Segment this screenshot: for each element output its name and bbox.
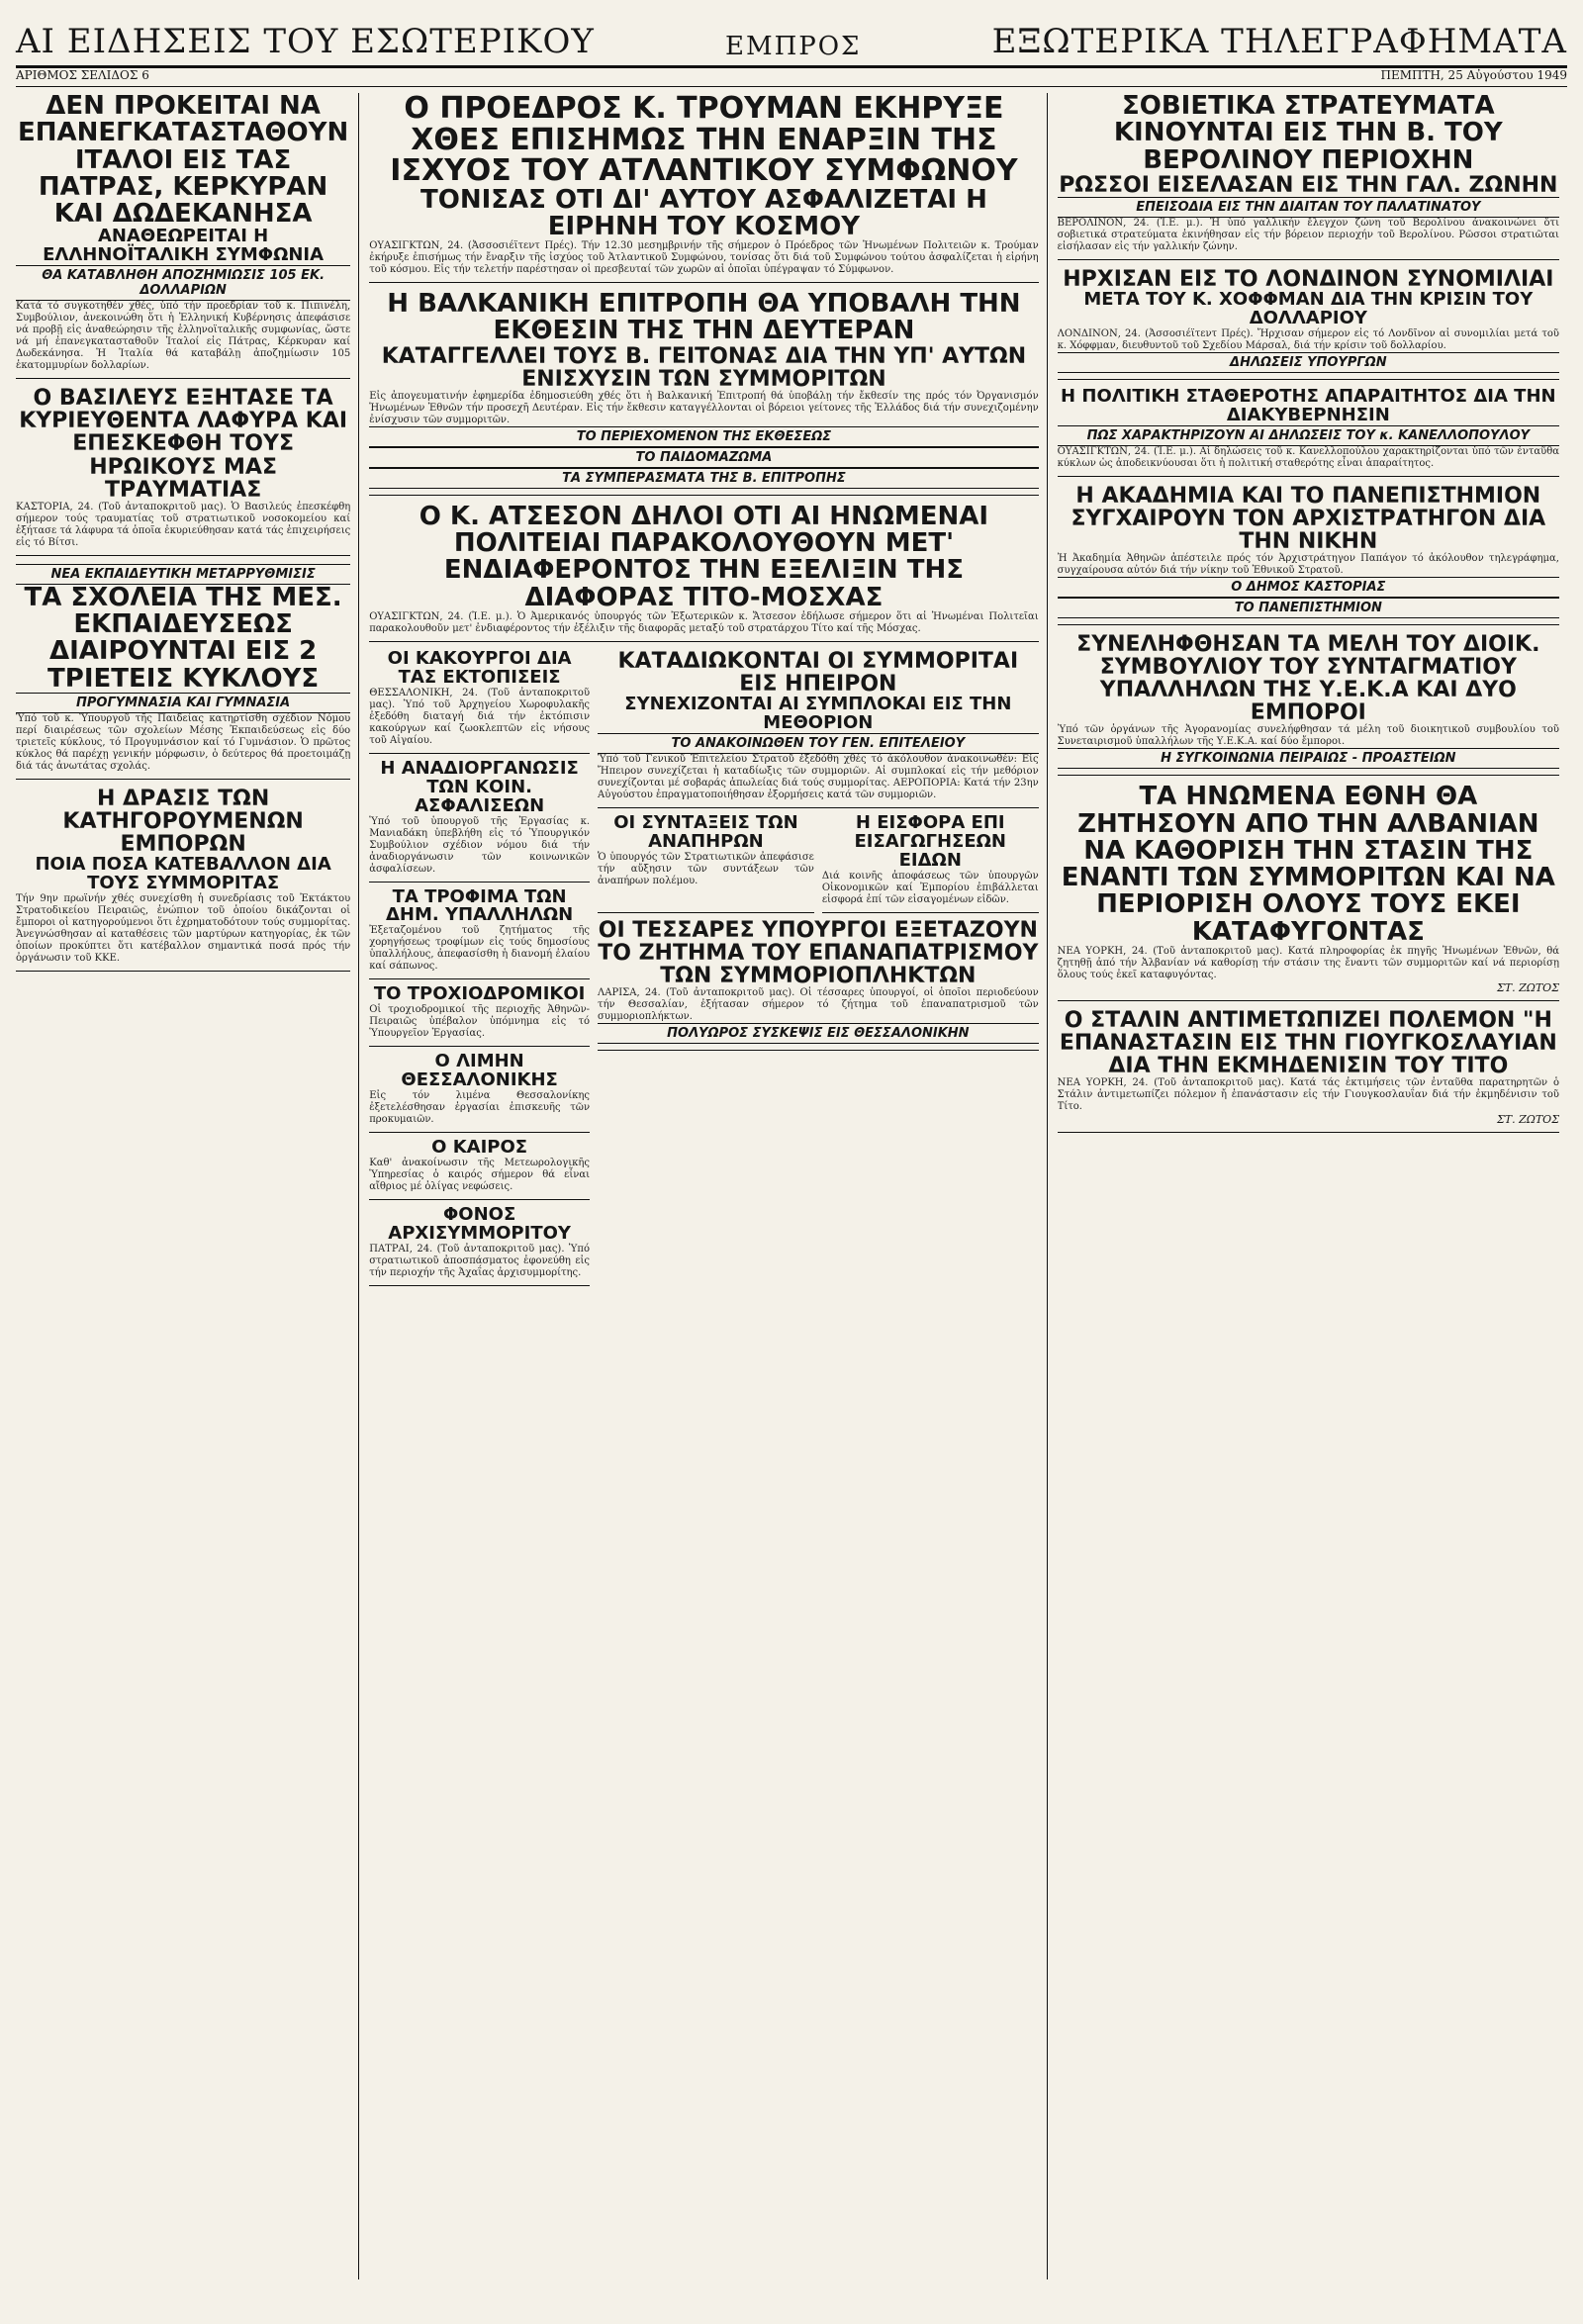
article-truman (369, 93, 1038, 283)
article-albania (1058, 784, 1559, 1001)
columns (16, 93, 1567, 2279)
column-right (1058, 93, 1567, 2279)
column-left (16, 93, 359, 2279)
article-body: Εἰς τόν λιμένα Θεσσαλονίκης ἐξετελέσθησαν ἐργασίαι ἐπισκευῆς τῶν προκυμαιῶν. (369, 1089, 591, 1125)
headline: ΤΑ ΗΝΩΜΕΝΑ ΕΘΝΗ ΘΑ ΖΗΤΗΣΟΥΝ ΑΠΟ ΤΗΝ ΑΛΒΑΝΙΑΝ ΝΑ ΚΑΘΟΡΙΣΗ ΤΗΝ ΣΤΑΣΙΝ ΤΗΣ ΕΝΑΝΤΙ ΤΩΝ ΣΥΜΜΟΡΙΤΩΝ ΚΑΙ ΝΑ ΠΕΡΙΟΡΙΣΗ ΟΛΟΥΣ ΤΟΥΣ ΕΚΕΙ ΚΑΤΑΦΥΓΟΝΤΑΣ (1061, 782, 1555, 947)
masthead-paper-name: ΕΜΠΡΟΣ (724, 32, 862, 61)
subheadline: ΜΕΤΑ ΤΟΥ Κ. ΧΟΦΦΜΑΝ ΔΙΑ ΤΗΝ ΚΡΙΣΙΝ ΤΟΥ ΔΟΛΛΑΡΙΟΥ (1083, 289, 1534, 328)
article-stability (1057, 385, 1559, 477)
article-stalin (1058, 1009, 1559, 1133)
issue-date: ΠΕΜΠΤΗ, 25 Αὐγούστου 1949 (1380, 68, 1567, 82)
article-body: Ἡ Ἀκαδημία Ἀθηνῶν ἀπέστειλε πρός τόν Ἀρχιστράτηγον Παπάγον τό ἀκόλουθον τηλεγράφημα, συγχαίρουσα αὐτόν διά τήν νίκην τοῦ Ἐθνικοῦ Στρατοῦ. (1057, 552, 1559, 576)
subheadline: ΤΟΝΙΣΑΣ ΟΤΙ ΔΙ' ΑΥΤΟΥ ΑΣΦΑΛΙΖΕΤΑΙ Η ΕΙΡΗΝΗ ΤΟΥ ΚΟΣΜΟΥ (420, 184, 987, 241)
page-number: ΑΡΙΘΜΟΣ ΣΕΛΙΔΟΣ 6 (16, 68, 149, 82)
article-soviet (1058, 93, 1559, 260)
headline: ΟΙ ΚΑΚΟΥΡΓΟΙ ΔΙΑ ΤΑΣ ΕΚΤΟΠΙΣΕΙΣ (387, 648, 572, 688)
byline: ΣΤ. ΖΩΤΟΣ (1496, 981, 1559, 995)
article-body: ΚΑΣΤΟΡΙΑ, 24. (Τοῦ ἀνταποκριτοῦ μας). Ὁ Βασιλεύς ἐπεσκέφθη σήμερον τούς τραυματίας τοῦ στρατιωτικοῦ νοσοκομείου καί ἐξήτασε τά λάφυρα τά ὁποῖα ἐκυριεύθησαν κατά τάς ἐπιχειρήσεις εἰς τό Βίτσι. (16, 501, 351, 548)
sublabel: Η ΣΥΓΚΟΙΝΩΝΙΑ ΠΕΙΡΑΙΩΣ - ΠΡΟΑΣΤΕΙΩΝ (1058, 748, 1559, 769)
masthead-right-title: ΕΞΩΤΕΡΙΚΑ ΤΗΛΕΓΡΑΦΗΜΑΤΑ (991, 22, 1567, 61)
article-port (369, 1053, 590, 1133)
sublabel: ΠΟΛΥΩΡΟΣ ΣΥΣΚΕΨΙΣ ΕΙΣ ΘΕΣΣΑΛΟΝΙΚΗΝ (598, 1023, 1039, 1044)
article-acheson (369, 501, 1039, 642)
article-body: Διά κοινῆς ἀποφάσεως τῶν ὑπουργῶν Οἰκονομικῶν καί Ἐμπορίου ἐπιβάλλεται εἰσφορά ἐπί τῶν εἰσαγομένων εἰδῶν. (821, 870, 1039, 905)
headline: Η ΔΡΑΣΙΣ ΤΩΝ ΚΑΤΗΓΟΡΟΥΜΕΝΩΝ ΕΜΠΟΡΩΝ (62, 786, 304, 858)
article-body: ΘΕΣΣΑΛΟΝΙΚΗ, 24. (Τοῦ ἀνταποκριτοῦ μας). Ὑπό τοῦ Ἀρχηγείου Χωροφυλακῆς ἐξεδόθη διαταγή διά τήν ἐκτόπισιν κακούργων καί ζωοκλεπτῶν εἰς νήσους τοῦ Αἰγαίου. (369, 687, 591, 746)
headline: Ο ΛΙΜΗΝ ΘΕΣΣΑΛΟΝΙΚΗΣ (401, 1051, 558, 1091)
article-academy (1058, 485, 1559, 625)
article-criminals (369, 650, 590, 754)
article-body: Ἐξεταζομένου τοῦ ζητήματος τῆς χορηγήσεως τροφίμων εἰς τούς δημοσίους ὑπαλλήλους, ἀπεφασίσθη ἡ διανομή ἐλαίου καί σάπωνος. (369, 925, 591, 973)
article-body: ΟΥΑΣΙΓΚΤΩΝ, 24. (Ἰ.Ε. μ.). Ὁ Ἀμερικανός ὑπουργός τῶν Ἐξωτερικῶν κ. Ἄτσεσον ἐδήλωσε σήμερον ὅτι αἱ Ἡνωμέναι Πολιτεῖαι παρακολουθοῦν μετ' ἐνδιαφέροντος τήν ἐξέλιξιν τῆς διαφορᾶς μεταξύ τοῦ στρατάρχου Τίτο καί τῆς Μόσχας. (369, 611, 1039, 635)
sublabel: ΤΟ ΠΑΝΕΠΙΣΤΗΜΙΟΝ (1058, 598, 1559, 618)
article-body: Ὑπό τοῦ Γενικοῦ Ἐπιτελείου Στρατοῦ ἐξεδόθη χθές τό ἀκόλουθον ἀνακοινωθέν: Εἰς Ἤπειρον συνεχίζεται ἡ καταδίωξις τῶν συμμοριῶν. Αἱ συμπλοκαί εἰς τήν μεθόριον συνεχίζονται μέ σοβαράς ἀπωλείας διά τούς συμμορίτας. ΑΕΡΟΠΟΡΙΑ: Κατά τήν 23ην Αὐγούστου ἐπραγματοποιήθησαν ἐξορμήσεις κατά τῶν συμμοριῶν. (598, 754, 1039, 801)
column-center (369, 93, 1047, 2279)
masthead-subline (16, 68, 1567, 87)
center-lower-right-row (598, 814, 1039, 913)
masthead (16, 18, 1567, 68)
article-weather (369, 1136, 591, 1200)
article-schools (16, 564, 350, 780)
article-body: ΟΥΑΣΙΓΚΤΩΝ, 24. (Ἀσσοσιέϊτεντ Πρές). Τήν 12.30 μεσημβρινήν τῆς σήμερον ὁ Πρόεδρος τῶν Ἡνωμένων Πολιτειῶν κ. Τρούμαν ἐκήρυξε ἐπισήμως τήν ἔναρξιν τῆς ἰσχύος τοῦ Ἀτλαντικοῦ Συμφώνου, τονίσας ὅτι διά τοῦ Συμφώνου τούτου ἀσφαλίζεται ἡ εἰρήνη τοῦ κόσμου. Εἰς τήν τελετήν παρέστησαν οἱ πρεσβευταί τῶν χωρῶν αἱ ὁποῖαι ὑπέγραψαν τό Σύμφωνον. (369, 240, 1039, 276)
subheadline: ΑΝΑΘΕΩΡΕΙΤΑΙ Η ΕΛΛΗΝΟΪΤΑΛΙΚΗ ΣΥΜΦΩΝΙΑ (43, 226, 325, 266)
article-body: ΒΕΡΟΛΙΝΟΝ, 24. (Ἰ.Ε. μ.). Ἡ ὑπό γαλλικήν ἔλεγχον ζώνη τοῦ Βερολίνου ἀνακοινώνει ὅτι σοβιετικά στρατεύματα ἐκινήθησαν εἰς τήν βόρειον περιοχήν τοῦ Βερολίνου. Ρῶσσοι στρατιῶται εἰσήλασαν εἰς τήν γαλλικήν ζώνην. (1057, 217, 1559, 252)
headline: ΤΑ ΣΧΟΛΕΙΑ ΤΗΣ ΜΕΣ. ΕΚΠΑΙΔΕΥΣΕΩΣ ΔΙΑΙΡΟΥΝΤΑΙ ΕΙΣ 2 ΤΡΙΕΤΕΙΣ ΚΥΚΛΟΥΣ (24, 582, 342, 694)
article-epirus (598, 650, 1039, 808)
article-pensions (598, 814, 814, 913)
headline: Ο ΠΡΟΕΔΡΟΣ Κ. ΤΡΟΥΜΑΝ ΕΚΗΡΥΞΕ ΧΘΕΣ ΕΠΙΣΗΜΩΣ ΤΗΝ ΕΝΑΡΞΙΝ ΤΗΣ ΙΣΧΥΟΣ ΤΟΥ ΑΤΛΑΝΤΙΚΟΥ ΣΥΜΦΩΝΟΥ (390, 93, 1018, 188)
subheadline: ΡΩΣΣΟΙ ΕΙΣΕΛΑΣΑΝ ΕΙΣ ΤΗΝ ΓΑΛ. ΖΩΝΗΝ (1059, 172, 1558, 198)
article-king (16, 387, 350, 555)
subheadline: ΠΟΙΑ ΠΟΣΑ ΚΑΤΕΒΑΛΛΟΝ ΔΙΑ ΤΟΥΣ ΣΥΜΜΟΡΙΤΑΣ (35, 854, 331, 894)
article-body: Ὁ ὑπουργός τῶν Στρατιωτικῶν ἀπεφάσισε τήν αὔξησιν τῶν συντάξεων τῶν ἀναπήρων πολέμου. (598, 851, 814, 886)
article-body: ΛΟΝΔΙΝΟΝ, 24. (Ἀσσοσιέϊτεντ Πρές). Ἤρχισαν σήμερον εἰς τό Λονδῖνον αἱ συνομιλίαι μετά τοῦ κ. Χόφφμαν, διευθυντοῦ τοῦ Σχεδίου Μάρσαλ, διά τήν κρίσιν τοῦ δολλαρίου. (1057, 327, 1559, 351)
article-body: ΝΕΑ ΥΟΡΚΗ, 24. (Τοῦ ἀνταποκριτοῦ μας). Κατά τάς ἐκτιμήσεις τῶν ἐνταῦθα παρατηρητῶν ὁ Στάλιν ἀντιμετωπίζει πόλεμον ἤ ἐπανάστασιν εἰς τήν Γιουγκοσλαυΐαν διά τήν ἐκμηδένισιν τοῦ Τίτο. (1057, 1077, 1559, 1113)
headline: ΤΑ ΤΡΟΦΙΜΑ ΤΩΝ ΔΗΜ. ΥΠΑΛΛΗΛΩΝ (385, 885, 574, 926)
sublabel: ΠΡΟΓΥΜΝΑΣΙΑ ΚΑΙ ΓΥΜΝΑΣΙΑ (16, 693, 350, 713)
label: ΝΕΑ ΕΚΠΑΙΔΕΥΤΙΚΗ ΜΕΤΑΡΡΥΘΜΙΣΙΣ (16, 564, 350, 585)
headline: Ο Κ. ΑΤΣΕΣΟΝ ΔΗΛΟΙ ΟΤΙ ΑΙ ΗΝΩΜΕΝΑΙ ΠΟΛΙΤΕΙΑΙ ΠΑΡΑΚΟΛΟΥΘΟΥΝ ΜΕΤ' ΕΝΔΙΑΦΕΡΟΝΤΟΣ ΤΗΝ ΕΞΕΛΙΞΙΝ ΤΗΣ ΔΙΑΦΟΡΑΣ ΤΙΤΟ-ΜΟΣΧΑΣ (419, 501, 989, 612)
headline: Η ΑΚΑΔΗΜΙΑ ΚΑΙ ΤΟ ΠΑΝΕΠΙΣΤΗΜΙΟΝ ΣΥΓΧΑΙΡΟΥΝ ΤΟΝ ΑΡΧΙΣΤΡΑΤΗΓΟΝ ΔΙΑ ΤΗΝ ΝΙΚΗΝ (1071, 483, 1546, 554)
article-body: Οἱ τροχιοδρομικοί τῆς περιοχῆς Ἀθηνῶν-Πειραιῶς ὑπέβαλον ὑπόμνημα εἰς τό Ὑπουργεῖον Ἐργασίας. (369, 1004, 591, 1040)
subheadline: ΚΑΤΑΓΓΕΛΛΕΙ ΤΟΥΣ Β. ΓΕΙΤΟΝΑΣ ΔΙΑ ΤΗΝ ΥΠ' ΑΥΤΩΝ ΕΝΙΣΧΥΣΙΝ ΤΩΝ ΣΥΜΜΟΡΙΤΩΝ (381, 343, 1027, 392)
headline: ΚΑΤΑΔΙΩΚΟΝΤΑΙ ΟΙ ΣΥΜΜΟΡΙΤΑΙ ΕΙΣ ΗΠΕΙΡΟΝ (617, 649, 1019, 697)
sublabel: ΤΟ ΠΕΡΙΕΧΟΜΕΝΟΝ ΤΗΣ ΕΚΘΕΣΕΩΣ (369, 426, 1038, 447)
article-body: Ὑπό τοῦ κ. Ὑπουργοῦ τῆς Παιδείας κατηρτίσθη σχέδιον Νόμου περί διαιρέσεως τῶν σχολείων Μέσης Ἐκπαιδεύσεως εἰς δύο τριετεῖς κύκλους, τό Προγυμνάσιον καί τό Γυμνάσιον. Ὁ πρῶτος κύκλος θά παρέχῃ γενικήν μόρφωσιν, ὁ δεύτερος θά προετοιμάζῃ διά τάς ἀνωτάτας σχολάς. (16, 712, 351, 772)
headline: Ο ΒΑΣΙΛΕΥΣ ΕΞΗΤΑΣΕ ΤΑ ΚΥΡΙΕΥΘΕΝΤΑ ΛΑΦΥΡΑ ΚΑΙ ΕΠΕΣΚΕΦΘΗ ΤΟΥΣ ΗΡΩΙΚΟΥΣ ΜΑΣ ΤΡΑΥΜΑΤΙΑΣ (19, 386, 348, 503)
headline: ΟΙ ΤΕΣΣΑΡΕΣ ΥΠΟΥΡΓΟΙ ΕΞΕΤΑΖΟΥΝ ΤΟ ΖΗΤΗΜΑ ΤΟΥ ΕΠΑΝΑΠΑΤΡΙΣΜΟΥ ΤΩΝ ΣΥΜΜΟΡΙΟΠΛΗΚΤΩΝ (598, 917, 1039, 988)
article-body: ΝΕΑ ΥΟΡΚΗ, 24. (Τοῦ ἀνταποκριτοῦ μας). Κατά πληροφορίας ἐκ πηγῆς Ἡνωμένων Ἐθνῶν, θά ζητηθῇ ἀπό τήν Ἀλβανίαν νά καθορίσῃ τήν στάσιν της ἔναντι τῶν συμμοριτῶν καί νά περιορίσῃ ὅλους τούς ἐκεῖ καταφυγόντας. (1057, 946, 1559, 981)
article-body: ΛΑΡΙΣΑ, 24. (Τοῦ ἀνταποκριτοῦ μας). Οἱ τέσσαρες ὑπουργοί, οἱ ὁποῖοι περιοδεύουν τήν Θεσσαλίαν, ἐξήτασαν σήμερον τό ζήτημα τοῦ ἐπαναπατρισμοῦ τῶν συμμοριοπλήκτων. (598, 986, 1039, 1022)
article-arrests (1058, 633, 1559, 776)
headline: Η ΠΟΛΙΤΙΚΗ ΣΤΑΘΕΡΟΤΗΣ ΑΠΑΡΑΙΤΗΤΟΣ ΔΙΑ ΤΗΝ ΔΙΑΚΥΒΕΡΝΗΣΙΝ (1061, 385, 1556, 425)
article-ministers (598, 919, 1039, 1051)
article-body: ΠΑΤΡΑΙ, 24. (Τοῦ ἀνταποκριτοῦ μας). Ὑπό στρατιωτικοῦ ἀποσπάσματος ἐφονεύθη εἰς τήν περιοχήν τῆς Ἀχαΐας ἀρχισυμμορίτης. (369, 1243, 591, 1278)
center-lower-right (598, 650, 1039, 1286)
article-body: Καθ' ἀνακοίνωσιν τῆς Μετεωρολογικῆς Ὑπηρεσίας ὁ καιρός σήμερον θά εἶναι αἴθριος μέ ὀλίγας νεφώσεις. (369, 1157, 591, 1192)
sublabel: ΠΩΣ ΧΑΡΑΚΤΗΡΙΖΟΥΝ ΑΙ ΔΗΛΩΣΕΙΣ ΤΟΥ κ. ΚΑΝΕΛΛΟΠΟΥΛΟΥ (1058, 425, 1559, 446)
sublabel: ΤΑ ΣΥΜΠΕΡΑΣΜΑΤΑ ΤΗΣ Β. ΕΠΙΤΡΟΠΗΣ (369, 468, 1038, 489)
byline: ΣΤ. ΖΩΤΟΣ (1496, 1113, 1559, 1127)
article-balkan-commission (369, 291, 1038, 496)
headline: ΗΡΧΙΣΑΝ ΕΙΣ ΤΟ ΛΟΝΔΙΝΟΝ ΣΥΝΟΜΙΛΙΑΙ (1063, 266, 1554, 292)
sublabel: Ο ΔΗΜΟΣ ΚΑΣΤΟΡΙΑΣ (1058, 577, 1559, 598)
headline: Ο ΚΑΙΡΟΣ (431, 1136, 528, 1158)
subheadline: ΣΥΝΕΧΙΖΟΝΤΑΙ ΑΙ ΣΥΜΠΛΟΚΑΙ ΕΙΣ ΤΗΝ ΜΕΘΟΡΙΟΝ (624, 694, 1012, 734)
headline: Η ΑΝΑΔΙΟΡΓΑΝΩΣΙΣ ΤΩΝ ΚΟΙΝ. ΑΣΦΑΛΙΣΕΩΝ (380, 757, 579, 816)
article-body: Ὑπό τῶν ὀργάνων τῆς Ἀγορανομίας συνελήφθησαν τά μέλη τοῦ διοικητικοῦ συμβουλίου τοῦ Συνεταιρισμοῦ ὑπαλλήλων τῆς Υ.Ε.Κ.Α. καί δύο ἔμποροι. (1057, 724, 1559, 748)
sublabel: ΤΟ ΠΑΙΔΟΜΑΖΩΜΑ (369, 447, 1038, 468)
article-insurance (369, 757, 591, 883)
headline: ΤΟ ΤΡΟΧΙΟΔΡΟΜΙΚΟΙ (373, 983, 586, 1005)
center-lower-grid (369, 650, 1038, 1286)
article-food (369, 885, 591, 980)
headline: Η ΕΙΣΦΟΡΑ ΕΠΙ ΕΙΣΑΓΩΓΗΣΕΩΝ ΕΙΔΩΝ (854, 812, 1006, 871)
headline: ΦΟΝΟΣ ΑΡΧΙΣΥΜΜΟΡΙΤΟΥ (388, 1203, 571, 1244)
label: ΕΠΕΙΣΟΔΙΑ ΕΙΣ ΤΗΝ ΔΙΑΙΤΑΝ ΤΟΥ ΠΑΛΑΤΙΝΑΤΟΥ (1058, 197, 1559, 218)
article-body: Ὑπό τοῦ ὑπουργοῦ τῆς Ἐργασίας κ. Μανιαδάκη ὑπεβλήθη εἰς τό Ὑπουργικόν Συμβούλιον σχέδιον νόμου διά τήν ἀναδιοργάνωσιν τῶν κοινωνικῶν ἀσφαλίσεων. (369, 815, 591, 875)
article-murder (369, 1203, 591, 1286)
label: ΘΑ ΚΑΤΑΒΛΗΘΗ ΑΠΟΖΗΜΙΩΣΙΣ 105 ΕΚ. ΔΟΛΛΑΡΙΩΝ (16, 265, 350, 301)
article-london (1058, 268, 1559, 380)
headline: Ο ΣΤΑΛΙΝ ΑΝΤΙΜΕΤΩΠΙΖΕΙ ΠΟΛΕΜΟΝ "Η ΕΠΑΝΑΣΤΑΣΙΝ ΕΙΣ ΤΗΝ ΓΙΟΥΓΚΟΣΛΑΥΙΑΝ ΔΙΑ ΤΗΝ ΕΚΜΗΔΕΝΙΣΙΝ ΤΟΥ ΤΙΤΟ (1059, 1008, 1557, 1079)
newspaper-page (16, 18, 1567, 2283)
sublabel: ΔΗΛΩΣΕΙΣ ΥΠΟΥΡΓΩΝ (1058, 352, 1559, 373)
headline: ΟΙ ΣΥΝΤΑΞΕΙΣ ΤΩΝ ΑΝΑΠΗΡΩΝ (613, 812, 798, 852)
headline: ΣΟΒΙΕΤΙΚΑ ΣΤΡΑΤΕΥΜΑΤΑ ΚΙΝΟΥΝΤΑΙ ΕΙΣ ΤΗΝ Β. ΤΟΥ ΒΕΡΟΛΙΝΟΥ ΠΕΡΙΟΧΗΝ (1113, 93, 1503, 175)
label: ΤΟ ΑΝΑΚΟΙΝΩΘΕΝ ΤΟΥ ΓΕΝ. ΕΠΙΤΕΛΕΙΟΥ (598, 733, 1039, 754)
headline: Η ΒΑΛΚΑΝΙΚΗ ΕΠΙΤΡΟΠΗ ΘΑ ΥΠΟΒΑΛΗ ΤΗΝ ΕΚΘΕΣΙΝ ΤΗΣ ΤΗΝ ΔΕΥΤΕΡΑΝ (387, 289, 1021, 346)
article-body: ΟΥΑΣΙΓΚΤΩΝ, 24. (Ἰ.Ε. μ.). Αἱ δηλώσεις τοῦ κ. Κανελλοπούλου χαρακτηρίζονται ὑπό τῶν ἐνταῦθα κύκλων ὡς ἀποδεικνύουσαι ὅτι ἡ πολιτική σταθερότης εἶναι ἀπαραίτητος. (1057, 445, 1559, 469)
headline: ΣΥΝΕΛΗΦΘΗΣΑΝ ΤΑ ΜΕΛΗ ΤΟΥ ΔΙΟΙΚ. ΣΥΜΒΟΥΛΙΟΥ ΤΟΥ ΣΥΝΤΑΓΜΑΤΙΟΥ ΥΠΑΛΛΗΛΩΝ ΤΗΣ Υ.Ε.Κ.Α ΚΑΙ ΔΥΟ ΕΜΠΟΡΟΙ (1076, 631, 1540, 726)
center-lower-left (369, 650, 590, 1286)
article-merchants (16, 788, 350, 972)
article-body: Τήν 9ην πρωϊνήν χθές συνεχίσθη ἡ συνεδρίασις τοῦ Ἐκτάκτου Στρατοδικείου Πειραιῶς, ἐνώπιον τοῦ ὁποίου δικάζονται οἱ ἔμποροι οἱ κατηγορούμενοι ὅτι ἐχρηματοδότουν τούς συμμορίτας. Ἀνεγνώσθησαν αἱ καταθέσεις τῶν μαρτύρων κατηγορίας, ἐκ τῶν ὁποίων προκύπτει ὅτι κατέβαλλον σημαντικά ποσά πρός τήν ὀργάνωσιν τοῦ ΚΚΕ. (16, 892, 351, 964)
article-body: Εἰς ἀπογευματινήν ἐφημερίδα ἐδημοσιεύθη χθές ὅτι ἡ Βαλκανική Ἐπιτροπή θά ὑποβάλῃ τήν ἔκθεσίν της πρός τόν Ὀργανισμόν Ἡνωμένων Ἐθνῶν τήν προσεχῆ Δευτέραν. Εἰς τήν ἔκθεσιν καταγγέλλονται οἱ βόρειοι γείτονες τῆς Ἑλλάδος διά τήν συνεχιζομένην ἐνίσχυσιν τῶν συμμοριτῶν. (369, 390, 1039, 425)
article-body: Κατά τό συγκοτηθέν χθές, ὑπό τήν προεδρίαν τοῦ κ. Πιπινέλη, Συμβούλιον, ἀνεκοινώθη ὅτι ἡ Ἑλληνική Κυβέρνησις ἀπεφάσισε νά προβῇ εἰς ἀναθεώρησιν τῆς ἑλληνοϊταλικῆς συμφωνίας, ὥστε νά μή ἐπανεγκατασταθοῦν Ἰταλοί εἰς Πάτρας, Κέρκυραν καί Δωδεκάνησα. Ἡ Ἰταλία θά καταβάλῃ ἀποζημίωσιν 105 ἑκατομμυρίων δολλαρίων. (16, 301, 351, 372)
article-tram (369, 985, 590, 1047)
article-import-tax (822, 814, 1039, 913)
article-italians (16, 93, 350, 379)
headline: ΔΕΝ ΠΡΟΚΕΙΤΑΙ ΝΑ ΕΠΑΝΕΓΚΑΤΑΣΤΑΘΟΥΝ ΙΤΑΛΟΙ ΕΙΣ ΤΑΣ ΠΑΤΡΑΣ, ΚΕΡΚΥΡΑΝ ΚΑΙ ΔΩΔΕΚΑΝΗΣΑ (17, 93, 349, 230)
masthead-left-title: ΑΙ ΕΙΔΗΣΕΙΣ ΤΟΥ ΕΣΩΤΕΡΙΚΟΥ (16, 22, 595, 61)
